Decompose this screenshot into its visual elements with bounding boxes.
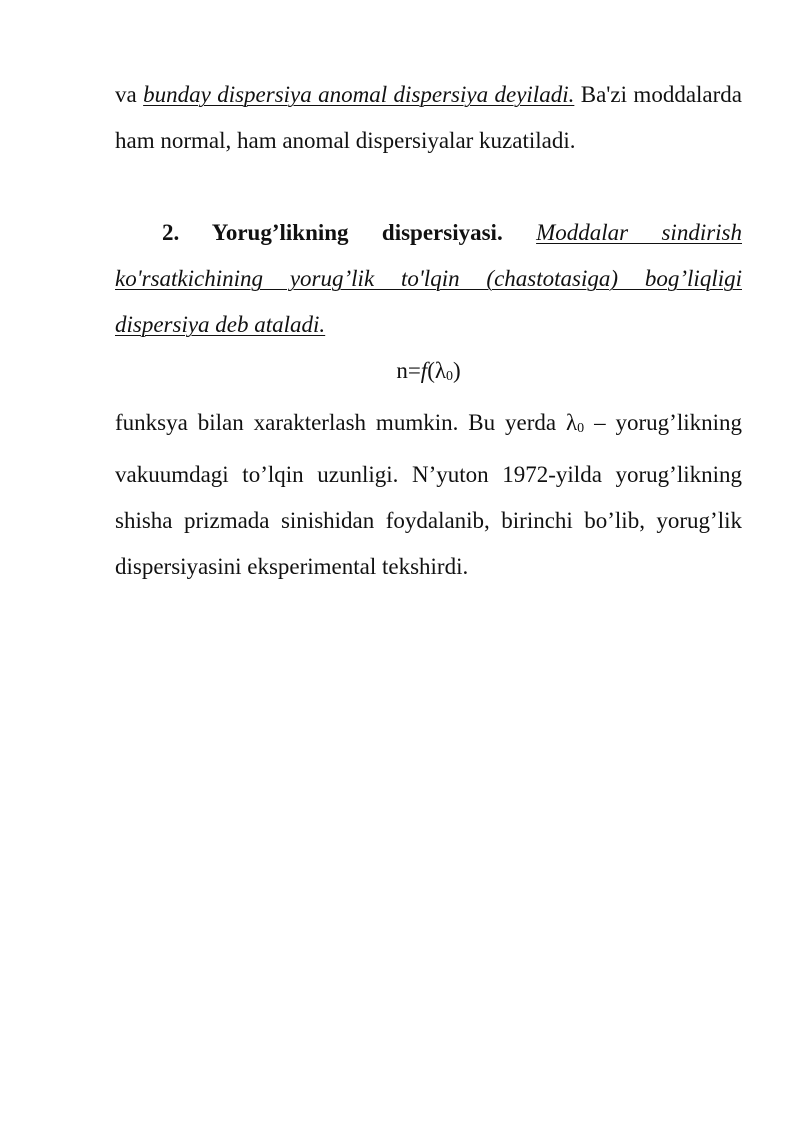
paragraph-lead: va — [115, 82, 144, 107]
heading-space — [503, 220, 536, 245]
formula-lhs: n= — [396, 358, 421, 383]
paragraph-text-b: – yorug’likning vakuumdagi to’lqin uzunligi. N’yuton 1972-yilda yorug’likning shisha prizmada sinishidan foydalanib, birinchi bo’lib, yorug’lik dispersiyasini eksperimental tekshirdi. — [115, 410, 742, 579]
paragraph-rest: Ba'zi moddalarda ham normal, ham anomal dispersiyalar kuzatiladi. — [115, 82, 742, 153]
formula-subscript: 0 — [446, 369, 453, 384]
formula-function: f — [420, 358, 428, 383]
paragraph-anomal-dispersion — [115, 72, 742, 164]
dispersion-formula — [115, 348, 742, 400]
lambda-subscript: 0 — [577, 421, 585, 436]
paragraph-light-dispersion — [115, 210, 742, 348]
formula-close: ) — [453, 358, 461, 383]
document-page — [115, 72, 742, 590]
paragraph-newton — [115, 400, 742, 590]
paragraph-text-a: funksya bilan xarakterlash mumkin. Bu yerda λ — [115, 410, 578, 435]
anomal-dispersion-definition: bunday dispersiya anomal dispersiya deyiladi. — [143, 82, 575, 107]
formula-open: (λ — [427, 358, 446, 383]
dispersion-definition: Moddalar sindirish ko'rsatkichining yorug’lik to'lqin (chastotasiga) bog’liqligi dispersiya deb ataladi. — [115, 220, 742, 337]
paragraph-gap — [115, 164, 742, 210]
section-heading: 2. Yorug’likning dispersiyasi. — [162, 220, 503, 245]
